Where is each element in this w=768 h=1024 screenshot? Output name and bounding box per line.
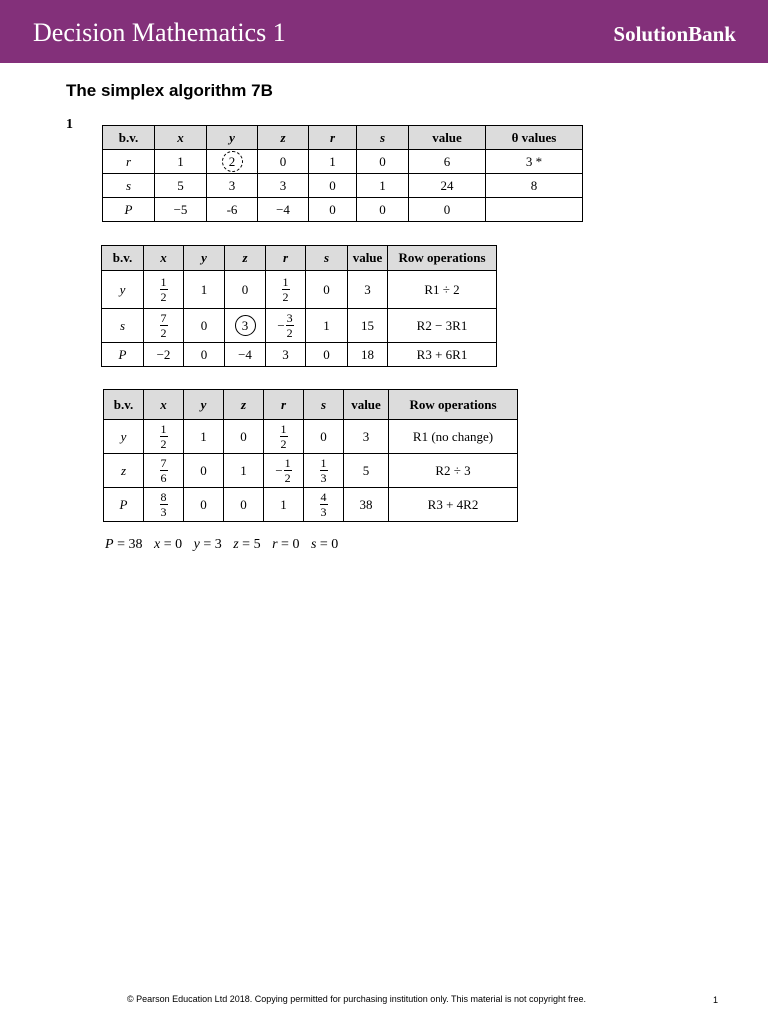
brand-name: SolutionBank [613, 22, 736, 46]
copyright-footer: © Pearson Education Ltd 2018. Copying permitted for purchasing institution only. This material is not copyright free. [127, 994, 587, 1004]
book-title: Decision Mathematics 1 [33, 18, 286, 47]
header-cell: x [144, 246, 184, 271]
header-cell: value [409, 126, 486, 150]
table-cell: 24 [409, 174, 486, 198]
table-cell [264, 454, 304, 488]
table-cell: 1 [264, 488, 304, 522]
table-cell: 0 [224, 420, 264, 454]
basic-variable-cell: s [103, 174, 155, 198]
table-cell [304, 454, 344, 488]
table-cell: 1 [306, 309, 348, 343]
fraction: $\frac{1}{2}$ [280, 422, 287, 451]
table-cell [264, 420, 304, 454]
fraction: $\frac{1}{2}$ [284, 456, 291, 485]
theta-cell: 3 * [486, 150, 583, 174]
table-cell: 1 [184, 271, 225, 309]
row-operation-cell: R2 ÷ 3 [389, 454, 518, 488]
table-cell: 3 [207, 174, 258, 198]
table-cell: 5 [155, 174, 207, 198]
table-cell [266, 271, 306, 309]
table-cell: 5 [344, 454, 389, 488]
table-cell: 1 [357, 174, 409, 198]
solution-term: x = 0 [153, 537, 183, 552]
row-operation-cell: R1 (no change) [389, 420, 518, 454]
basic-variable-cell: s [102, 309, 144, 343]
fraction: $\frac{8}{3}$ [160, 490, 167, 519]
fraction: $\frac{4}{3}$ [320, 490, 327, 519]
table-cell: 0 [184, 343, 225, 367]
table-cell: −4 [225, 343, 266, 367]
table-cell: 3 [348, 271, 388, 309]
table-cell [144, 454, 184, 488]
table-header-row [104, 390, 518, 420]
basic-variable-cell: y [104, 420, 144, 454]
table-cell: 0 [309, 198, 357, 222]
header-cell: Row operations [388, 246, 497, 271]
row-operation-cell: R3 + 4R2 [389, 488, 518, 522]
table-cell [304, 488, 344, 522]
table-cell [144, 420, 184, 454]
table-cell: −4 [258, 198, 309, 222]
solution-term: z = 5 [233, 537, 261, 552]
fraction: $\frac{1}{2}$ [282, 275, 289, 304]
table-cell: 0 [184, 309, 225, 343]
table-cell: 3 [258, 174, 309, 198]
header-cell: s [304, 390, 344, 420]
header-cell: r [309, 126, 357, 150]
header-cell: x [155, 126, 207, 150]
header-cell: x [144, 390, 184, 420]
header-cell: z [225, 246, 266, 271]
fraction: $\frac{1}{2}$ [160, 422, 167, 451]
table-row [104, 454, 518, 488]
header-cell: r [264, 390, 304, 420]
basic-variable-cell: r [103, 150, 155, 174]
header-cell: θ values [486, 126, 583, 150]
table-cell: 0 [409, 198, 486, 222]
table-cell: 0 [306, 343, 348, 367]
table-cell: 0 [309, 174, 357, 198]
basic-variable-cell: P [104, 488, 144, 522]
question-number: 1 [66, 117, 73, 132]
table-cell: 0 [306, 271, 348, 309]
header-cell: y [207, 126, 258, 150]
table-cell: 3 [344, 420, 389, 454]
solution-term: P = 38 [105, 537, 143, 552]
pivot-cell [207, 150, 258, 174]
table-cell: −5 [155, 198, 207, 222]
table-row [102, 343, 497, 367]
table-cell: 0 [224, 488, 264, 522]
table-cell: 0 [304, 420, 344, 454]
table-cell [266, 309, 306, 343]
basic-variable-cell: y [102, 271, 144, 309]
page-number: 1 [713, 995, 719, 1005]
table-cell: 0 [357, 150, 409, 174]
fraction: $\frac{7}{2}$ [160, 311, 167, 340]
table-cell: 0 [225, 271, 266, 309]
theta-cell: 8 [486, 174, 583, 198]
table-cell: 18 [348, 343, 388, 367]
table-row [103, 150, 583, 174]
header-cell: b.v. [102, 246, 144, 271]
header-cell: value [348, 246, 388, 271]
solution-term: y = 3 [193, 537, 222, 552]
table-cell: 1 [155, 150, 207, 174]
solution-term: r = 0 [272, 537, 300, 552]
header-cell: y [184, 246, 225, 271]
header-cell: value [344, 390, 389, 420]
pivot-circle: 3 [235, 315, 256, 336]
table-cell: -6 [207, 198, 258, 222]
table-cell: 1 [224, 454, 264, 488]
fraction: $\frac{3}{2}$ [286, 311, 293, 340]
header-cell: s [357, 126, 409, 150]
table-cell [144, 309, 184, 343]
exercise-heading: The simplex algorithm 7B [66, 81, 273, 100]
header-cell: z [258, 126, 309, 150]
row-operation-cell: R1 ÷ 2 [388, 271, 497, 309]
header-cell: b.v. [104, 390, 144, 420]
table-row [103, 174, 583, 198]
initial-tableau [102, 125, 583, 222]
pivot-circle: 2 [222, 151, 243, 172]
row-operation-cell: R3 + 6R1 [388, 343, 497, 367]
table-row [104, 420, 518, 454]
basic-variable-cell: P [102, 343, 144, 367]
table-cell [144, 488, 184, 522]
basic-variable-cell: P [103, 198, 155, 222]
table-cell: 6 [409, 150, 486, 174]
row-operation-cell: R2 − 3R1 [388, 309, 497, 343]
table-cell: 0 [258, 150, 309, 174]
header-cell: s [306, 246, 348, 271]
solution-term: s = 0 [310, 537, 339, 552]
theta-cell [486, 198, 583, 222]
table-cell: 0 [357, 198, 409, 222]
header-banner [0, 0, 768, 63]
table-row [103, 198, 583, 222]
header-cell: z [224, 390, 264, 420]
minus-sign: − [275, 462, 283, 478]
minus-sign: − [277, 317, 285, 333]
table-cell: 0 [184, 454, 224, 488]
table-cell [144, 271, 184, 309]
table-row [104, 488, 518, 522]
basic-variable-cell: z [104, 454, 144, 488]
table-cell: 38 [344, 488, 389, 522]
fraction: $\frac{7}{6}$ [160, 456, 167, 485]
table-cell: 3 [266, 343, 306, 367]
table-cell: 1 [309, 150, 357, 174]
header-cell: Row operations [389, 390, 518, 420]
header-cell: r [266, 246, 306, 271]
table-cell: 15 [348, 309, 388, 343]
pivot-cell [225, 309, 266, 343]
table-cell: 0 [184, 488, 224, 522]
table-cell: 1 [184, 420, 224, 454]
solution-line [105, 537, 346, 553]
second-tableau [101, 245, 497, 367]
fraction: $\frac{1}{2}$ [160, 275, 167, 304]
table-header-row [103, 126, 583, 150]
header-cell: y [184, 390, 224, 420]
table-row [102, 271, 497, 309]
fraction: $\frac{1}{3}$ [320, 456, 327, 485]
table-cell: −2 [144, 343, 184, 367]
header-cell: b.v. [103, 126, 155, 150]
table-row [102, 309, 497, 343]
table-header-row [102, 246, 497, 271]
final-tableau [103, 389, 518, 522]
